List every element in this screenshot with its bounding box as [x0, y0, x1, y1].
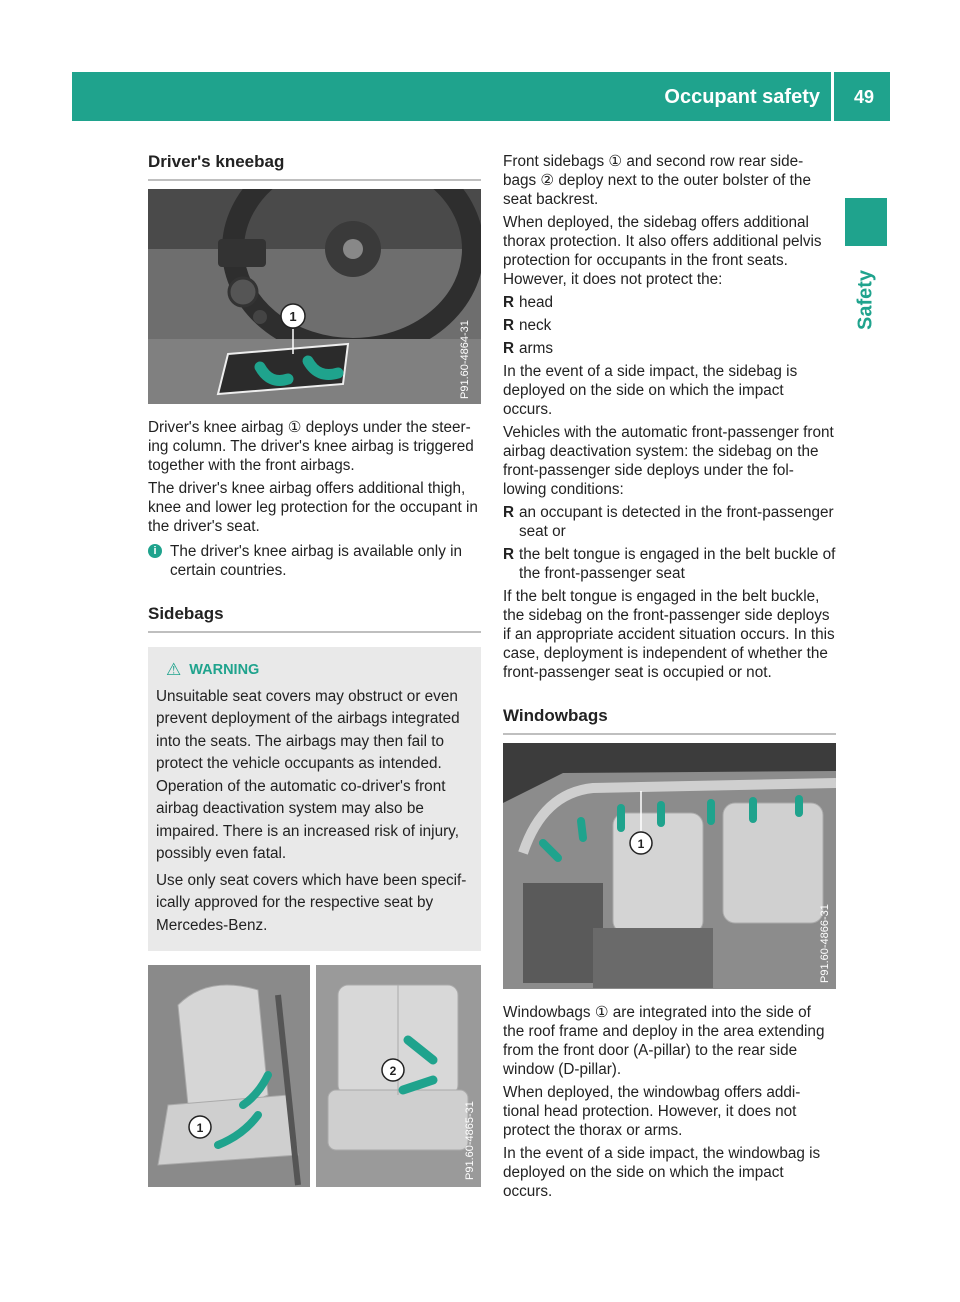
header-divider [831, 72, 834, 121]
windowbags-illustration [503, 743, 836, 989]
heading-sidebags: Sidebags [148, 604, 481, 633]
bullet-marker: R [503, 340, 515, 357]
left-column [148, 152, 481, 1187]
bullet-marker: R [503, 546, 515, 563]
warning-title: WARNING [189, 662, 260, 678]
sidebags-illustration [148, 965, 481, 1187]
callout-1: 1 [196, 1121, 204, 1135]
figure-code: P91.60-4866-31 [819, 904, 831, 983]
chapter-tab-label: Safety [854, 269, 877, 331]
bullet-marker: R [503, 294, 515, 311]
chapter-tab-marker [845, 198, 887, 246]
info-note [148, 542, 481, 580]
heading-windowbags: Windowbags [503, 706, 836, 735]
kneebag-illustration [148, 189, 481, 404]
sidebag-paragraph-1: Front sidebags ① and second row rear side-bags ② deploy next to the outer bolster of the seat backrest. [503, 153, 811, 208]
conditions-list [503, 503, 836, 583]
right-column [503, 152, 836, 1205]
callout-2: 2 [389, 1064, 397, 1078]
info-icon: i [148, 544, 162, 558]
warning-paragraph-2: Use only seat covers which have been specif-ically approved for the respective seat by Mercedes-Benz. [156, 871, 467, 934]
warning-header [166, 659, 473, 682]
figure-code: P91.60-4864-31 [459, 320, 471, 399]
sidebag-paragraph-4: Vehicles with the automatic front-passenger front airbag deactivation system: the sidebag on the front-passenger side deploys under the fol-lowing conditions: [503, 424, 834, 498]
callout-1: 1 [289, 309, 297, 324]
windowbag-paragraph-2: When deployed, the windowbag offers addi-tional head protection. However, it does not protect the thorax or arms. [503, 1084, 801, 1139]
windowbags-figure [503, 743, 836, 989]
warning-triangle-icon: ⚠ [166, 660, 182, 679]
page-header [72, 72, 890, 121]
not-protected-list [503, 293, 836, 358]
list-item: R arms [503, 340, 553, 357]
warning-box [148, 647, 481, 951]
list-item: R head [503, 294, 554, 311]
heading-drivers-kneebag: Driver's kneebag [148, 152, 481, 181]
page-number: 49 [853, 87, 874, 107]
figure-code: P91.60-4865-31 [464, 1101, 476, 1180]
list-item: R an occupant is detected in the front-passenger seat or [503, 504, 834, 540]
chapter-tab [843, 260, 889, 340]
windowbag-paragraph-3: In the event of a side impact, the windowbag is deployed on the side on which the impact occurs. [503, 1145, 821, 1200]
sidebags-figure [148, 965, 481, 1187]
callout-1: 1 [637, 837, 645, 851]
list-item: R the belt tongue is engaged in the belt buckle of the front-passenger seat [503, 546, 836, 582]
bullet-marker: R [503, 504, 515, 521]
windowbag-paragraph-1: Windowbags ① are integrated into the side of the roof frame and deploy in the area extending from the front door (A-pillar) to the rear side window (D-pillar). [503, 1004, 825, 1078]
info-note-text: The driver's knee airbag is available only in certain countries. [170, 543, 463, 579]
kneebag-paragraph-2: The driver's knee airbag offers additional thigh, knee and lower leg protection for the occupant in the driver's seat. [148, 480, 478, 535]
kneebag-figure [148, 189, 481, 404]
bullet-marker: R [503, 317, 515, 334]
sidebag-paragraph-5: If the belt tongue is engaged in the belt buckle, the sidebag on the front-passenger side deploys if an appropriate accident situation occurs. In this case, deployment is independent of whether the front-passenger seat is occupied or not. [503, 588, 835, 681]
sidebag-paragraph-2: When deployed, the sidebag offers additional thorax protection. It also offers additional pelvis protection for occupants in the front seats. However, it does not protect the: [503, 214, 822, 288]
list-item: R neck [503, 317, 552, 334]
section-title: Occupant safety [664, 86, 820, 108]
kneebag-paragraph-1: Driver's knee airbag ① deploys under the steer-ing column. The driver's knee airbag is triggered together with the front airbags. [148, 419, 474, 474]
sidebag-paragraph-3: In the event of a side impact, the sidebag is deployed on the side on which the impact occurs. [503, 363, 798, 418]
warning-paragraph-1: Unsuitable seat covers may obstruct or even prevent deployment of the airbags integrated into the seats. The airbags may then fail to protect the vehicle occupants as intended. Operation of the automatic co-driver's front airbag deactivation system may also be impaired. There is an increased risk of injury, possibly even fatal. [156, 687, 460, 862]
